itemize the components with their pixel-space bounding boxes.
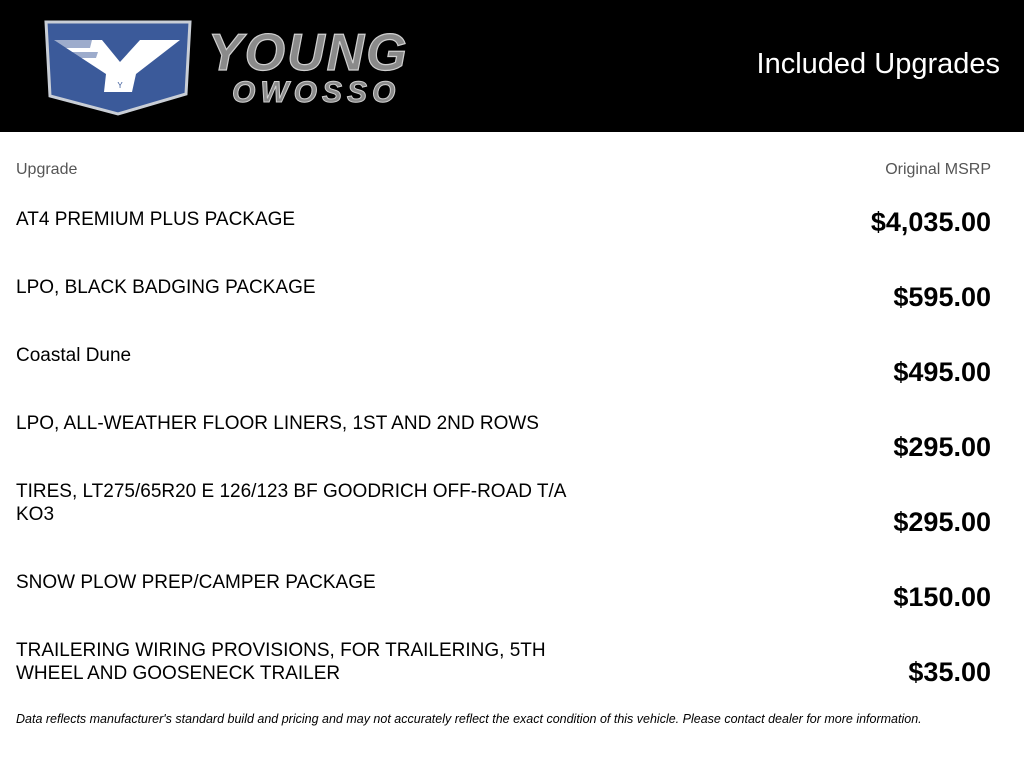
upgrade-name: LPO, ALL-WEATHER FLOOR LINERS, 1ST AND 2ND ROWS: [16, 413, 539, 434]
logo-mark: Y: [117, 81, 123, 90]
upgrade-name: AT4 PREMIUM PLUS PACKAGE: [16, 209, 296, 230]
logo-wordmark-owosso: OWOSSO: [232, 76, 401, 109]
upgrade-price: $150.00: [893, 582, 991, 612]
upgrade-name: SNOW PLOW PREP/CAMPER PACKAGE: [16, 572, 376, 593]
upgrade-name: TIRES, LT275/65R20 E 126/123 BF GOODRICH OFF-ROAD T/A KO3: [16, 481, 566, 525]
upgrade-name: Coastal Dune: [16, 345, 132, 366]
page-title: Included Upgrades: [756, 48, 1000, 80]
young-owosso-logo: [40, 18, 510, 118]
upgrade-price: $295.00: [893, 432, 991, 462]
upgrade-price: $4,035.00: [870, 207, 991, 237]
column-header-upgrade: Upgrade: [16, 161, 78, 178]
upgrade-name: TRAILERING WIRING PROVISIONS, FOR TRAILERING, 5TH WHEEL AND GOOSENECK TRAILER: [16, 640, 546, 684]
upgrade-price: $495.00: [893, 357, 991, 387]
header-banner: [0, 0, 1024, 132]
upgrade-price: $35.00: [908, 657, 991, 687]
upgrade-price: $295.00: [893, 507, 991, 537]
column-header-msrp: Original MSRP: [885, 161, 991, 178]
disclaimer-note: Data reflects manufacturer's standard build and pricing and may not accurately reflect the exact condition of this vehicle. Please contact dealer for more information.: [16, 712, 922, 726]
column-headers: [16, 161, 991, 181]
upgrade-price: $595.00: [893, 282, 991, 312]
logo-wordmark-young: YOUNG: [208, 24, 409, 82]
upgrade-name: LPO, BLACK BADGING PACKAGE: [16, 277, 316, 298]
